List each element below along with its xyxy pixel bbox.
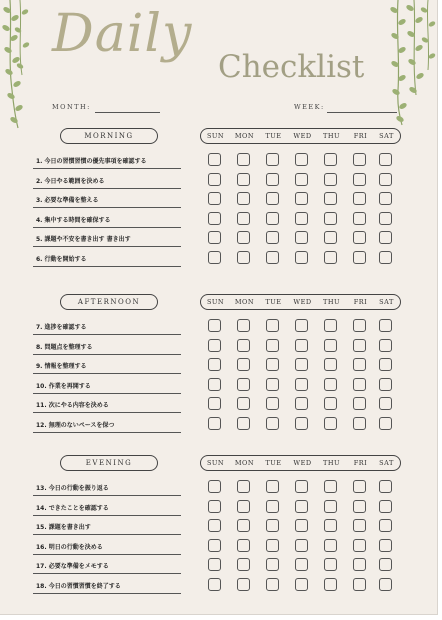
checkbox-tue[interactable] <box>266 319 279 332</box>
checkbox-mon[interactable] <box>237 500 250 513</box>
vine-right-decoration <box>386 0 437 130</box>
checkbox-sat[interactable] <box>379 378 392 391</box>
checkbox-thu[interactable] <box>324 558 337 571</box>
day-label: SUN <box>206 459 225 467</box>
checkbox-sat[interactable] <box>379 153 392 166</box>
checkbox-mon[interactable] <box>237 578 250 591</box>
checkbox-mon[interactable] <box>237 173 250 186</box>
title-main: Checklist <box>218 49 365 85</box>
checkbox-fri[interactable] <box>353 153 366 166</box>
checkbox-sun[interactable] <box>208 397 221 410</box>
checkbox-mon[interactable] <box>237 319 250 332</box>
task-row <box>33 227 181 247</box>
checkbox-tue[interactable] <box>266 173 279 186</box>
task-label: 6. 行動を開始する <box>36 255 87 263</box>
checkbox-sat[interactable] <box>379 212 392 225</box>
checkbox-thu[interactable] <box>324 378 337 391</box>
task-label: 13. 今日の行動を振り返る <box>36 485 109 492</box>
task-label: 3. 必要な準備を整える <box>36 197 99 204</box>
checkbox-mon[interactable] <box>237 519 250 532</box>
vine-left-decoration <box>0 0 32 130</box>
week-label: WEEK: <box>294 103 325 111</box>
checkbox-thu[interactable] <box>324 192 337 205</box>
checkbox-sun[interactable] <box>208 212 221 225</box>
checkbox-sat[interactable] <box>379 231 392 244</box>
task-row <box>33 515 181 535</box>
checkbox-wed[interactable] <box>295 339 308 352</box>
checkbox-tue[interactable] <box>266 558 279 571</box>
checkbox-sun[interactable] <box>208 417 221 430</box>
checkbox-sat[interactable] <box>379 358 392 371</box>
checkbox-thu[interactable] <box>324 417 337 430</box>
checkbox-fri[interactable] <box>353 358 366 371</box>
day-label: TUE <box>265 459 282 467</box>
checkbox-fri[interactable] <box>353 339 366 352</box>
checkbox-tue[interactable] <box>266 578 279 591</box>
checkbox-thu[interactable] <box>324 319 337 332</box>
checkbox-thu[interactable] <box>324 231 337 244</box>
task-label: 11. 次にやる内容を決める <box>36 402 109 409</box>
checkbox-fri[interactable] <box>353 500 366 513</box>
task-row <box>33 413 181 433</box>
checkbox-sun[interactable] <box>208 519 221 532</box>
task-row <box>33 393 181 413</box>
task-label: 17. 必要な準備をメモする <box>36 563 109 570</box>
checkbox-fri[interactable] <box>353 212 366 225</box>
checkbox-tue[interactable] <box>266 480 279 493</box>
task-row <box>33 315 181 335</box>
task-label: 10. 作業を再開する <box>36 382 91 390</box>
checkbox-wed[interactable] <box>295 578 308 591</box>
checkbox-fri[interactable] <box>353 231 366 244</box>
checkbox-fri[interactable] <box>353 251 366 264</box>
checkbox-sun[interactable] <box>208 480 221 493</box>
checkbox-sun[interactable] <box>208 558 221 571</box>
day-label: FRI <box>353 132 368 140</box>
checkbox-thu[interactable] <box>324 480 337 493</box>
checkbox-fri[interactable] <box>353 319 366 332</box>
checkbox-sat[interactable] <box>379 519 392 532</box>
task-row <box>33 374 181 394</box>
checkbox-tue[interactable] <box>266 397 279 410</box>
task-label: 15. 課題を書き出す <box>36 524 91 531</box>
checkbox-tue[interactable] <box>266 417 279 430</box>
checkbox-tue[interactable] <box>266 251 279 264</box>
checkbox-tue[interactable] <box>266 378 279 391</box>
checkbox-tue[interactable] <box>266 500 279 513</box>
checkbox-fri[interactable] <box>353 558 366 571</box>
day-label: SAT <box>379 459 394 467</box>
checkbox-sat[interactable] <box>379 500 392 513</box>
day-label: TUE <box>265 132 282 140</box>
checkbox-tue[interactable] <box>266 358 279 371</box>
checkbox-thu[interactable] <box>324 358 337 371</box>
checkbox-sun[interactable] <box>208 339 221 352</box>
checkbox-wed[interactable] <box>295 153 308 166</box>
task-label: 9. 情報を整理する <box>36 363 87 370</box>
task-label: 16. 明日の行動を決める <box>36 543 103 551</box>
checkbox-fri[interactable] <box>353 519 366 532</box>
checkbox-sat[interactable] <box>379 480 392 493</box>
checkbox-tue[interactable] <box>266 212 279 225</box>
checkbox-sat[interactable] <box>379 397 392 410</box>
task-row <box>33 476 181 496</box>
day-label: SAT <box>379 298 394 306</box>
checkbox-mon[interactable] <box>237 251 250 264</box>
task-row <box>33 188 181 208</box>
checkbox-thu[interactable] <box>324 339 337 352</box>
checkbox-fri[interactable] <box>353 578 366 591</box>
checkbox-sat[interactable] <box>379 578 392 591</box>
checkbox-thu[interactable] <box>324 251 337 264</box>
checkbox-tue[interactable] <box>266 339 279 352</box>
day-label: THU <box>323 132 340 140</box>
checkbox-sun[interactable] <box>208 358 221 371</box>
checkbox-wed[interactable] <box>295 173 308 186</box>
checkbox-sun[interactable] <box>208 500 221 513</box>
checkbox-wed[interactable] <box>295 500 308 513</box>
checkbox-sat[interactable] <box>379 251 392 264</box>
month-label: MONTH: <box>52 103 91 111</box>
task-label: 7. 進捗を確認する <box>36 324 87 331</box>
checkbox-fri[interactable] <box>353 417 366 430</box>
checkbox-thu[interactable] <box>324 500 337 513</box>
checkbox-wed[interactable] <box>295 539 308 552</box>
checkbox-sat[interactable] <box>379 417 392 430</box>
checkbox-mon[interactable] <box>237 539 250 552</box>
day-label: WED <box>293 298 312 306</box>
task-label: 12. 無理のないペースを保つ <box>36 421 115 429</box>
checkbox-mon[interactable] <box>237 358 250 371</box>
checkbox-mon[interactable] <box>237 480 250 493</box>
day-label: WED <box>293 132 312 140</box>
checkbox-mon[interactable] <box>237 339 250 352</box>
checkbox-wed[interactable] <box>295 417 308 430</box>
checkbox-fri[interactable] <box>353 480 366 493</box>
checkbox-wed[interactable] <box>295 251 308 264</box>
checkbox-thu[interactable] <box>324 578 337 591</box>
day-label: SAT <box>379 132 394 140</box>
checkbox-wed[interactable] <box>295 519 308 532</box>
title-script: Daily <box>52 4 193 64</box>
checkbox-sat[interactable] <box>379 192 392 205</box>
checkbox-sun[interactable] <box>208 153 221 166</box>
checkbox-sun[interactable] <box>208 378 221 391</box>
month-field[interactable] <box>95 112 160 113</box>
task-label: 2. 今日やる範囲を決める <box>36 177 105 185</box>
checkbox-thu[interactable] <box>324 397 337 410</box>
day-label: THU <box>323 459 340 467</box>
checkbox-mon[interactable] <box>237 192 250 205</box>
checkbox-wed[interactable] <box>295 378 308 391</box>
checkbox-tue[interactable] <box>266 192 279 205</box>
day-header <box>200 455 401 471</box>
task-row <box>33 574 181 594</box>
day-label: THU <box>323 298 340 306</box>
day-label: FRI <box>353 459 368 467</box>
day-label: SUN <box>206 132 225 140</box>
task-row <box>33 169 181 189</box>
checkbox-mon[interactable] <box>237 231 250 244</box>
checkbox-sat[interactable] <box>379 319 392 332</box>
day-label: FRI <box>353 298 368 306</box>
checkbox-fri[interactable] <box>353 397 366 410</box>
checkbox-wed[interactable] <box>295 558 308 571</box>
checkbox-wed[interactable] <box>295 212 308 225</box>
checkbox-tue[interactable] <box>266 231 279 244</box>
task-row <box>33 354 181 374</box>
task-label: 8. 問題点を整理する <box>36 343 93 351</box>
task-row <box>33 149 181 169</box>
day-label: MON <box>234 132 255 140</box>
checkbox-mon[interactable] <box>237 378 250 391</box>
section-label: MORNING <box>60 128 158 144</box>
day-header <box>200 294 401 310</box>
checkbox-thu[interactable] <box>324 173 337 186</box>
task-row <box>33 535 181 555</box>
task-label: 5. 課題や不安を書き出す 書き出す <box>36 236 131 243</box>
checkbox-mon[interactable] <box>237 417 250 430</box>
day-label: MON <box>234 298 255 306</box>
task-row <box>33 335 181 355</box>
checkbox-thu[interactable] <box>324 539 337 552</box>
checkbox-sat[interactable] <box>379 539 392 552</box>
checkbox-wed[interactable] <box>295 397 308 410</box>
checkbox-sun[interactable] <box>208 173 221 186</box>
section-label: AFTERNOON <box>60 294 158 310</box>
task-label: 14. できたことを確認する <box>36 504 109 512</box>
checkbox-tue[interactable] <box>266 539 279 552</box>
checkbox-mon[interactable] <box>237 153 250 166</box>
checkbox-sun[interactable] <box>208 192 221 205</box>
checkbox-tue[interactable] <box>266 153 279 166</box>
day-label: MON <box>234 459 255 467</box>
checkbox-sun[interactable] <box>208 251 221 264</box>
checkbox-wed[interactable] <box>295 231 308 244</box>
checkbox-sat[interactable] <box>379 558 392 571</box>
checkbox-fri[interactable] <box>353 539 366 552</box>
checkbox-tue[interactable] <box>266 519 279 532</box>
checkbox-thu[interactable] <box>324 212 337 225</box>
checkbox-mon[interactable] <box>237 558 250 571</box>
checkbox-sun[interactable] <box>208 319 221 332</box>
checkbox-fri[interactable] <box>353 378 366 391</box>
task-row <box>33 554 181 574</box>
checkbox-sat[interactable] <box>379 173 392 186</box>
checkbox-sun[interactable] <box>208 539 221 552</box>
day-header <box>200 128 401 144</box>
checkbox-fri[interactable] <box>353 173 366 186</box>
day-label: WED <box>293 459 312 467</box>
checkbox-wed[interactable] <box>295 358 308 371</box>
week-field[interactable] <box>327 112 397 113</box>
checkbox-thu[interactable] <box>324 519 337 532</box>
section-label: EVENING <box>60 455 158 471</box>
day-label: SUN <box>206 298 225 306</box>
task-label: 1. 今日の習慣習慣の優先事項を確認する <box>36 158 147 165</box>
checkbox-wed[interactable] <box>295 192 308 205</box>
task-row <box>33 247 181 267</box>
checkbox-mon[interactable] <box>237 397 250 410</box>
task-label: 18. 今日の習慣習慣を終了する <box>36 582 121 590</box>
checkbox-wed[interactable] <box>295 480 308 493</box>
checkbox-mon[interactable] <box>237 212 250 225</box>
task-label: 4. 集中する時間を確保する <box>36 216 111 224</box>
checkbox-fri[interactable] <box>353 192 366 205</box>
checkbox-thu[interactable] <box>324 153 337 166</box>
checkbox-sat[interactable] <box>379 339 392 352</box>
checkbox-wed[interactable] <box>295 319 308 332</box>
day-label: TUE <box>265 298 282 306</box>
task-row <box>33 208 181 228</box>
checkbox-sun[interactable] <box>208 231 221 244</box>
task-row <box>33 496 181 516</box>
checkbox-sun[interactable] <box>208 578 221 591</box>
